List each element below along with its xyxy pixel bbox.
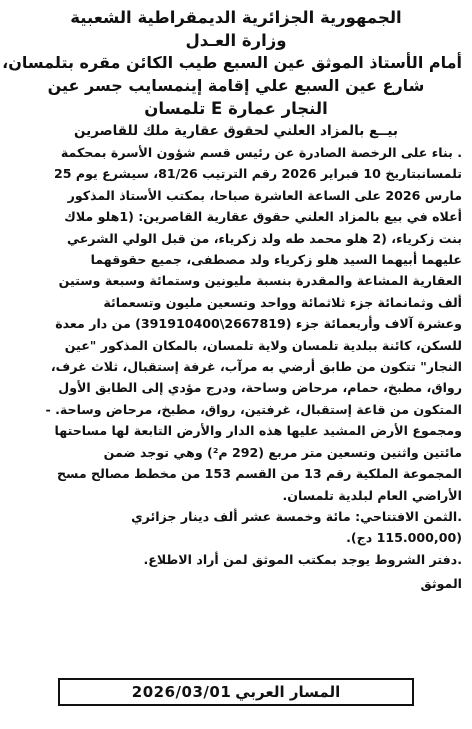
body-line: مائتين واثنين وتسعين متر مربع (292 م²) وهي توجد ضمن (103, 444, 462, 460)
header-ministry: وزارة العـدل (185, 31, 287, 50)
notice-subtitle: بيــع بالمزاد العلني لحقوق عقارية ملك للقاصرين (74, 123, 398, 139)
body-line: الأراضي العام لبلدية تلمسان. (282, 487, 462, 503)
body-line: ومجموع الأرض المشيد عليها هذه الدار والأرض التابعة لها مساحتها (54, 423, 462, 439)
body-line: للسكن، كائنة ببلدية تلمسان ولاية تلمسان، بالمكان المذكور "عين (64, 337, 462, 353)
body-line: النجار" تتكون من طابق أرضي به مرآب، غرفة إستقبال، ثلاث غرف، (50, 359, 462, 375)
publication-date: 2026/03/01 (131, 683, 232, 701)
header-building-line: النجار عمارة E تلمسان (144, 99, 328, 118)
body-line: العقارية المشاعة والمقدرة بنسبة مليونين وستمائة وسبعة وستين (58, 273, 462, 289)
body-line: مارس 2026 على الساعة العاشرة صباحا، بمكتب الأستاذ المذكور (67, 187, 462, 203)
body-line: المجموعة الملكية رقم 13 من القسم 153 من مخطط مصالح مسح (56, 466, 462, 482)
header-republic: الجمهورية الجزائرية الديمقراطية الشعبية (70, 8, 402, 27)
body-line: بنت زكرياء، (2 هلو محمد طه ولد زكرياء، من قبل الولي الشرعي (66, 230, 462, 246)
body-line: رواق، مطبخ، حمام، مرحاض وساحة، ودرج مؤدي إلى الطابق الأول (58, 380, 462, 396)
body-line: أعلاه في بيع بالمزاد العلني حقوق عقارية القاصرين: (1هلو ملاك (64, 209, 462, 225)
body-line: المتكون من قاعة إستقبال، غرفتين، رواق، مطبخ، مرحاض وساحة. - (45, 401, 462, 417)
notary-signature: الموثق (420, 576, 462, 592)
body-line: .دفتر الشروط يوجد بمكتب الموثق لمن أراد الاطلاع. (143, 551, 462, 567)
body-line: وعشرة آلاف وأربعمائة جزء (2667819\391910400) من دار معدة (55, 316, 462, 332)
body-line: .الثمن الافتتاحي: مائة وخمسة عشر ألف دينار جزائري (131, 508, 462, 524)
body-line: ألف وثمانمائة جزء ثلاثمائة وواحد وتسعين مليون وتسعمائة (103, 294, 462, 310)
header-notary-line: أمام الأستاذ الموثق عين السبع طيب الكائن مقره بتلمسان، (2, 53, 462, 72)
body-line: (115.000,00 دج). (346, 530, 462, 546)
body-line: تلمسانبتاريخ 10 فبراير 2026 رقم الترتيب 81/26، سيشرع يوم 25 (53, 166, 462, 182)
publication-footer (58, 678, 414, 706)
publication-name: المسار العربي (235, 683, 341, 701)
body-line: عليهما أبيهما السيد هلو زكرياء ولد مصطفى، جميع حقوقهما (90, 252, 462, 268)
header-address-line: شارع عين السبع علي إقامة إينمسايب جسر عين (47, 76, 425, 95)
body-line: . بناء على الرخصة الصادرة عن رئيس قسم شؤون الأسرة بمحكمة (60, 145, 462, 160)
notice-body (10, 142, 462, 570)
